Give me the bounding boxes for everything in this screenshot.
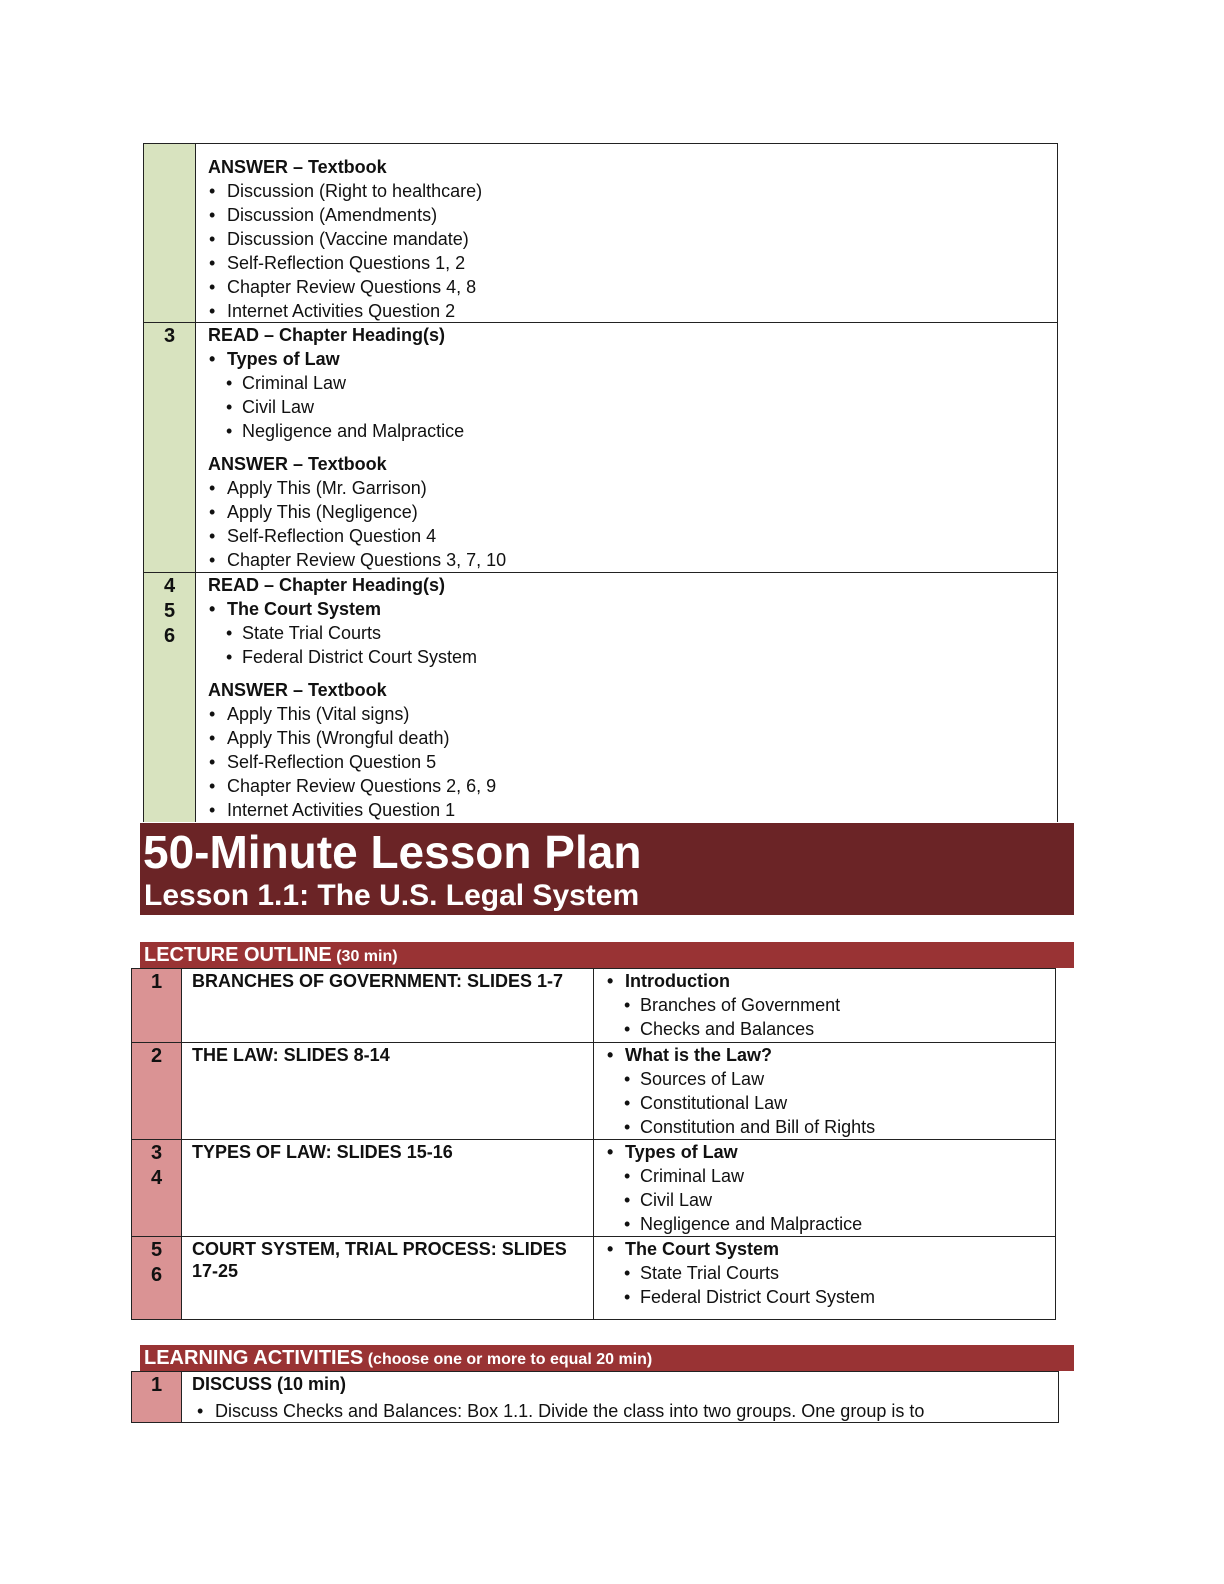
outline-head: • What is the Law? xyxy=(606,1043,875,1067)
list-item: • Civil Law xyxy=(225,395,506,419)
list-item: • Apply This (Wrongful death) xyxy=(208,726,496,750)
section-heading xyxy=(144,943,398,969)
list-item: • Sources of Law xyxy=(623,1067,875,1091)
list-item: • Apply This (Negligence) xyxy=(208,500,506,524)
lecture-outline xyxy=(606,969,840,1041)
answer-list xyxy=(208,702,496,822)
row-number: 6 xyxy=(150,1264,163,1286)
row-number: 2 xyxy=(150,1045,163,1067)
outline-head: • The Court System xyxy=(606,1237,875,1261)
row-number: 3 xyxy=(150,1142,163,1164)
row-a-content xyxy=(208,155,482,323)
list-item: • Negligence and Malpractice xyxy=(225,419,506,443)
row-number: 1 xyxy=(150,971,163,993)
row-divider xyxy=(132,1042,1055,1043)
list-item: • Negligence and Malpractice xyxy=(623,1212,862,1236)
list-item: • Constitution and Bill of Rights xyxy=(623,1115,875,1139)
list-item: • Federal District Court System xyxy=(623,1285,875,1309)
lecture-topic: BRANCHES OF GOVERNMENT: SLIDES 1-7 xyxy=(192,971,564,991)
list-item: • Federal District Court System xyxy=(225,645,496,669)
list-item: • Self-Reflection Questions 1, 2 xyxy=(208,251,482,275)
list-item: • Constitutional Law xyxy=(623,1091,875,1115)
read-list xyxy=(208,597,496,621)
row-divider xyxy=(132,1139,1055,1140)
list-item: • Self-Reflection Question 4 xyxy=(208,524,506,548)
read-heading: READ – Chapter Heading(s) xyxy=(208,575,446,595)
curriculum-table xyxy=(143,143,1058,822)
list-item: • Branches of Government xyxy=(623,993,840,1017)
list-item: • Internet Activities Question 2 xyxy=(208,299,482,323)
learning-activities-table xyxy=(131,1371,1059,1423)
read-heading: READ – Chapter Heading(s) xyxy=(208,325,446,345)
row-number: 6 xyxy=(163,625,176,647)
row-number: 4 xyxy=(150,1167,163,1189)
list-item: • Apply This (Mr. Garrison) xyxy=(208,476,506,500)
section-heading-label: LECTURE OUTLINE xyxy=(144,944,332,966)
lecture-outline xyxy=(606,1140,862,1236)
lecture-outline xyxy=(606,1237,875,1309)
lecture-topic: THE LAW: SLIDES 8-14 xyxy=(192,1045,390,1065)
lesson-plan-banner xyxy=(140,823,1074,915)
lecture-outline-header xyxy=(140,942,1074,968)
list-item: • Self-Reflection Question 5 xyxy=(208,750,496,774)
read-topic: • The Court System xyxy=(208,597,496,621)
row-number-column xyxy=(144,144,196,822)
row-b-content xyxy=(208,323,506,572)
list-item: • Civil Law xyxy=(623,1188,862,1212)
row-number: 5 xyxy=(150,1239,163,1261)
list-item: • Checks and Balances xyxy=(623,1017,840,1041)
read-topic: • Types of Law xyxy=(208,347,506,371)
list-item: • Apply This (Vital signs) xyxy=(208,702,496,726)
banner-subtitle: Lesson 1.1: The U.S. Legal System xyxy=(144,879,640,912)
list-item: • Chapter Review Questions 2, 6, 9 xyxy=(208,774,496,798)
section-heading-note: (choose one or more to equal 20 min) xyxy=(363,1351,653,1368)
answer-heading: ANSWER – Textbook xyxy=(208,454,387,474)
read-sublist xyxy=(225,371,506,443)
answer-list xyxy=(208,179,482,323)
list-item: • State Trial Courts xyxy=(623,1261,875,1285)
activity-title: DISCUSS (10 min) xyxy=(192,1374,347,1394)
banner-title: 50-Minute Lesson Plan xyxy=(143,826,642,878)
list-item: • Chapter Review Questions 3, 7, 10 xyxy=(208,548,506,572)
row-number: 1 xyxy=(150,1374,163,1396)
row-divider xyxy=(132,1236,1055,1237)
row-number: 5 xyxy=(163,600,176,622)
row-number: 4 xyxy=(163,575,176,597)
lecture-outline-table xyxy=(131,968,1056,1320)
row-c-content xyxy=(208,573,496,822)
learning-activities-header xyxy=(140,1345,1074,1371)
lecture-topic: COURT SYSTEM, TRIAL PROCESS: SLIDES 17-25 xyxy=(192,1239,567,1281)
answer-list xyxy=(208,476,506,572)
read-list xyxy=(208,347,506,371)
section-heading-label: LEARNING ACTIVITIES xyxy=(144,1347,364,1369)
outline-head: • Types of Law xyxy=(606,1140,862,1164)
row-number: 3 xyxy=(163,325,176,347)
list-item: • Chapter Review Questions 4, 8 xyxy=(208,275,482,299)
list-item: • Discussion (Vaccine mandate) xyxy=(208,227,482,251)
answer-heading: ANSWER – Textbook xyxy=(208,680,387,700)
lecture-topic: TYPES OF LAW: SLIDES 15-16 xyxy=(192,1142,453,1162)
section-heading-note: (30 min) xyxy=(331,948,398,965)
list-item: • Discussion (Right to healthcare) xyxy=(208,179,482,203)
list-item: • Discussion (Amendments) xyxy=(208,203,482,227)
answer-heading: ANSWER – Textbook xyxy=(208,157,387,177)
list-item: • Internet Activities Question 1 xyxy=(208,798,496,822)
column-divider xyxy=(593,969,594,1319)
read-sublist xyxy=(225,621,496,669)
activity-content xyxy=(196,1399,924,1423)
outline-head: • Introduction xyxy=(606,969,840,993)
list-item: • Discuss Checks and Balances: Box 1.1. Divide the class into two groups. One group is to xyxy=(196,1399,924,1423)
list-item: • State Trial Courts xyxy=(225,621,496,645)
lecture-outline xyxy=(606,1043,875,1139)
section-heading xyxy=(144,1346,652,1372)
list-item: • Criminal Law xyxy=(225,371,506,395)
list-item: • Criminal Law xyxy=(623,1164,862,1188)
